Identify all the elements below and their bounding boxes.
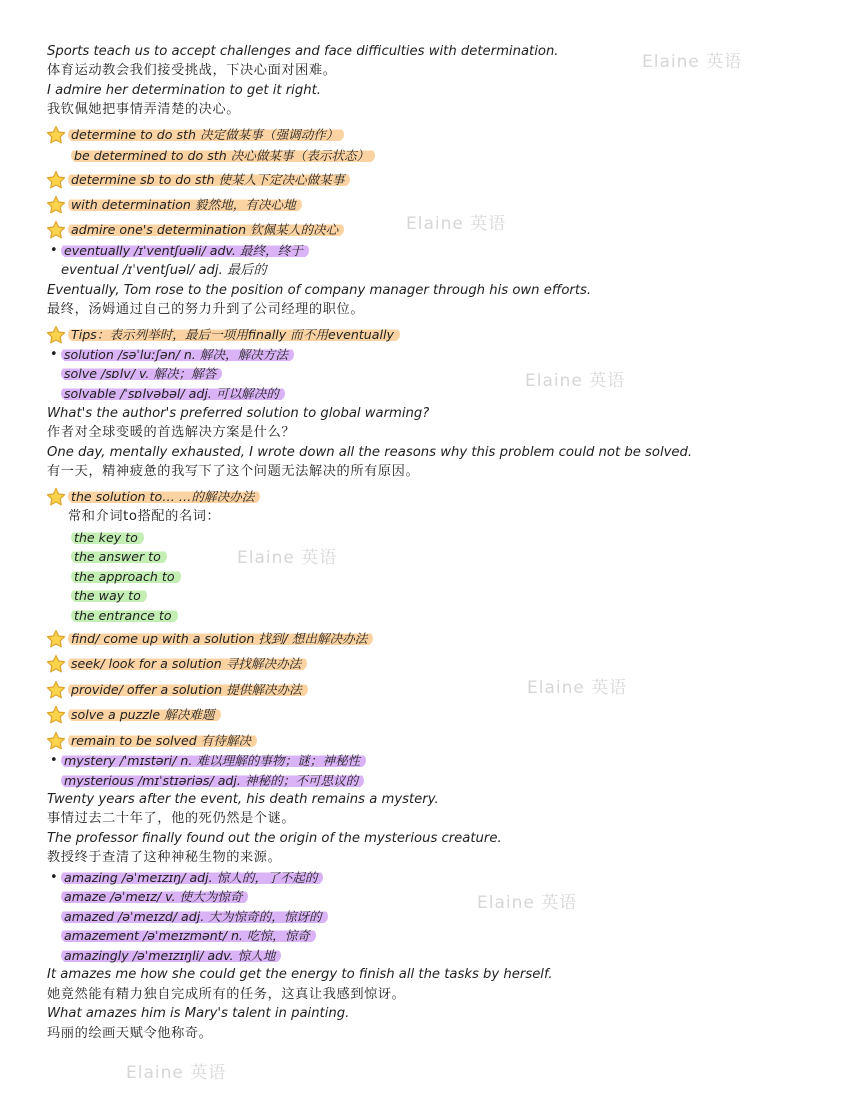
- phrase-highlight: determine to do sth 决定做某事（强调动作）: [68, 127, 344, 142]
- collocation-highlight: the entrance to: [71, 608, 178, 623]
- example-translation: 她竟然能有精力独自完成所有的任务，这真让我感到惊讶。: [47, 987, 406, 1002]
- phrase-highlight: the solution to… …的解决办法: [68, 489, 260, 504]
- phrase-highlight: find/ come up with a solution 找到/ 想出解决办法: [68, 631, 373, 646]
- example-sentence: Twenty years after the event, his death remains a mystery.: [47, 792, 439, 807]
- watermark: Elaine 英语: [525, 371, 626, 391]
- star-icon: [46, 680, 66, 700]
- vocab-highlight: solvable /ˈsɒlvəbəl/ adj. 可以解决的: [61, 386, 285, 401]
- vocab-highlight: solve /sɒlv/ v. 解决；解答: [61, 366, 222, 381]
- bullet: •: [50, 870, 58, 885]
- collocation-highlight: the answer to: [71, 549, 167, 564]
- star-icon: [46, 220, 66, 240]
- vocab-highlight: eventually /ɪˈventʃuəli/ adv. 最终，终于: [61, 243, 309, 258]
- vocab-highlight: mystery /ˈmɪstəri/ n. 难以理解的事物；谜；神秘性: [61, 753, 366, 768]
- bullet: •: [50, 753, 58, 768]
- watermark: Elaine 英语: [406, 214, 507, 234]
- watermark: Elaine 英语: [237, 548, 338, 568]
- phrase-highlight: remain to be solved 有待解决: [68, 733, 257, 748]
- example-sentence: One day, mentally exhausted, I wrote down all the reasons why this problem could not be solved.: [47, 445, 693, 460]
- watermark: Elaine 英语: [642, 52, 743, 72]
- example-translation: 作者对全球变暖的首选解决方案是什么？: [47, 425, 296, 440]
- note-line: 常和介词to搭配的名词：: [68, 509, 221, 524]
- phrase-highlight: determine sb to do sth 使某人下定决心做某事: [68, 172, 350, 187]
- watermark: Elaine 英语: [126, 1063, 227, 1083]
- collocation-highlight: the way to: [71, 588, 147, 603]
- vocab-highlight: amazement /əˈmeɪzmənt/ n. 吃惊，惊奇: [61, 928, 316, 943]
- star-icon: [46, 170, 66, 190]
- star-icon: [46, 487, 66, 507]
- example-sentence: The professor finally found out the origin of the mysterious creature.: [47, 831, 502, 846]
- bullet: •: [50, 243, 58, 258]
- star-icon: [46, 731, 66, 751]
- star-icon: [46, 125, 66, 145]
- example-translation: 玛丽的绘画天赋令他称奇。: [47, 1026, 213, 1041]
- star-icon: [46, 629, 66, 649]
- example-translation: 教授终于查清了这种神秘生物的来源。: [47, 850, 282, 865]
- collocation-highlight: the approach to: [71, 569, 181, 584]
- phrase-highlight: admire one's determination 钦佩某人的决心: [68, 222, 344, 237]
- example-translation: 体育运动教会我们接受挑战，下决心面对困难。: [47, 63, 337, 78]
- example-sentence: What amazes him is Mary's talent in painting.: [47, 1006, 350, 1021]
- phrase-highlight: provide/ offer a solution 提供解决办法: [68, 682, 308, 697]
- vocab-line: eventual /ɪˈventʃuəl/ adj. 最后的: [61, 263, 267, 278]
- vocab-highlight: amazing /əˈmeɪzɪŋ/ adj. 惊人的，了不起的: [61, 870, 323, 885]
- vocab-highlight: mysterious /mɪˈstɪəriəs/ adj. 神秘的；不可思议的: [61, 773, 364, 788]
- example-translation: 有一天，精神疲惫的我写下了这个问题无法解决的所有原因。: [47, 464, 420, 479]
- example-sentence: Eventually, Tom rose to the position of company manager through his own efforts.: [47, 283, 592, 298]
- vocab-highlight: amazed /əˈmeɪzd/ adj. 大为惊奇的，惊讶的: [61, 909, 328, 924]
- star-icon: [46, 325, 66, 345]
- phrase-highlight: be determined to do sth 决心做某事（表示状态）: [71, 148, 375, 163]
- bullet: •: [50, 347, 58, 362]
- vocab-highlight: amazingly /əˈmeɪzɪŋli/ adv. 惊人地: [61, 948, 281, 963]
- tip-highlight: Tips：表示列举时，最后一项用finally 而不用eventually: [68, 327, 400, 342]
- example-translation: 事情过去二十年了，他的死仍然是个谜。: [47, 811, 296, 826]
- phrase-highlight: solve a puzzle 解决难题: [68, 707, 221, 722]
- phrase-highlight: seek/ look for a solution 寻找解决办法: [68, 656, 307, 671]
- watermark: Elaine 英语: [527, 678, 628, 698]
- example-sentence: I admire her determination to get it right.: [47, 83, 321, 98]
- example-sentence: It amazes me how she could get the energy to finish all the tasks by herself.: [47, 967, 553, 982]
- watermark: Elaine 英语: [477, 893, 578, 913]
- collocation-highlight: the key to: [71, 530, 144, 545]
- star-icon: [46, 195, 66, 215]
- example-sentence: What's the author's preferred solution to global warming?: [47, 406, 430, 421]
- vocab-highlight: solution /səˈluːʃən/ n. 解决，解决方法: [61, 347, 294, 362]
- star-icon: [46, 654, 66, 674]
- example-translation: 最终，汤姆通过自己的努力升到了公司经理的职位。: [47, 302, 365, 317]
- example-translation: 我钦佩她把事情弄清楚的决心。: [47, 102, 241, 117]
- phrase-highlight: with determination 毅然地，有决心地: [68, 197, 302, 212]
- example-sentence: Sports teach us to accept challenges and face difficulties with determination.: [47, 44, 559, 59]
- star-icon: [46, 705, 66, 725]
- vocab-highlight: amaze /əˈmeɪz/ v. 使大为惊奇: [61, 889, 248, 904]
